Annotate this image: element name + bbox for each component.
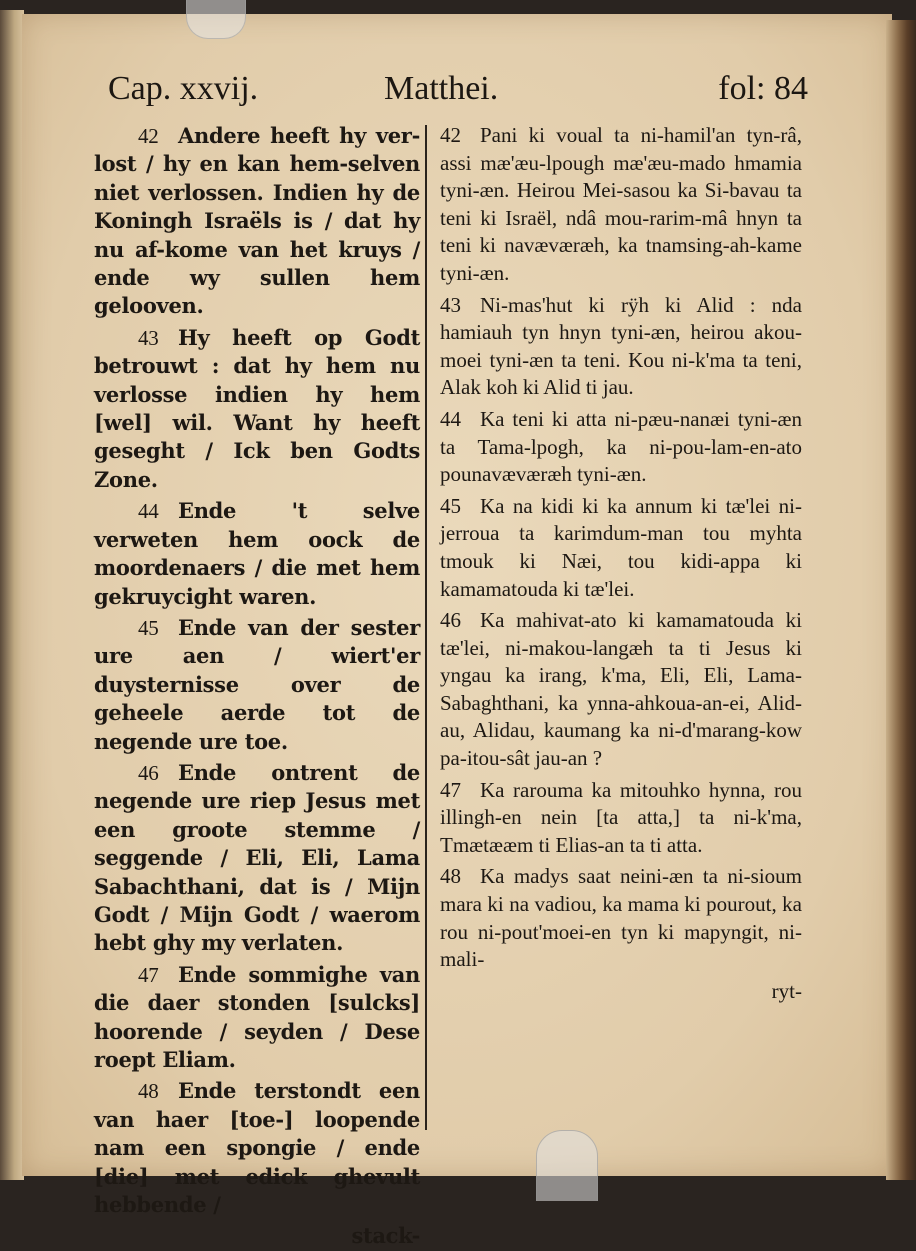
verse-number: 46 bbox=[440, 608, 461, 633]
verse-number: 46 bbox=[138, 760, 159, 785]
verse-43-dutch bbox=[94, 324, 420, 494]
verse-text: Ni-mas'hut ki rÿh ki Alid : nda hamiauh tyn hnyn tyni-æn, heirou akou-moei tyni-æn ta teni. Kou ni-k'ma ta teni, Alak koh ki Alid ti jau. bbox=[440, 292, 802, 400]
verse-text: Ende terstondt een van haer [toe-] loopende nam een spongie / ende [die] met edick ghevult hebbende / bbox=[94, 1078, 420, 1218]
folio-number: fol: 84 bbox=[718, 70, 808, 107]
verse-47-dutch bbox=[94, 961, 420, 1075]
verse-text: Ende 't selve verweten hem oock de moordenaers / die met hem gekruycight waren. bbox=[94, 498, 420, 609]
verse-44-formosan bbox=[440, 406, 802, 489]
verse-text: Ka mahivat-ato ki kamamatouda ki tæ'lei, ni-makou-langæh ta ti Jesus ki yngau ka irang, k'ma, Eli, Eli, Lama-Sabaghthani, ka ynna-ahkoua-an-ei, Alid-au, Alidau, kaumang ka ni-d'marang-kow pa-itou-sât jau-an ? bbox=[440, 608, 802, 771]
verse-46-formosan bbox=[440, 607, 802, 773]
page-block-edge bbox=[886, 20, 916, 1180]
verse-text: Ka na kidi ki ka annum ki tæ'lei ni-jerroua ta karimdum-man tou myhta tmouk ki Næi, tou kidi-appa ki kamamatouda ki tæ'lei. bbox=[440, 493, 802, 601]
book-title: Matthei. bbox=[384, 70, 499, 107]
verse-number: 48 bbox=[138, 1079, 159, 1104]
verse-text: Pani ki voual ta ni-hamil'an tyn-râ, assi mæ'æu-lpough mæ'æu-mado hmamia tyni-æn. Heirou Mei-sasou ka Si-bavau ta teni ki Israël, ndâ mou-rarim-mâ hnyn ta teni ki navæværæh, ka tnamsing-ah-kame tyni-æn. bbox=[440, 123, 802, 285]
verse-42-dutch bbox=[94, 122, 420, 321]
column-divider bbox=[425, 125, 427, 1130]
verse-text: Ende ontrent de negende ure riep Jesus met een groote stemme / seggende / Eli, Eli, Lama Sabachthani, dat is / Mijn Godt / Mijn Godt / waerom hebt ghy my verlaten. bbox=[94, 759, 420, 956]
verse-43-formosan bbox=[440, 292, 802, 402]
verse-number: 44 bbox=[138, 499, 159, 524]
verse-45-dutch bbox=[94, 614, 420, 756]
verse-number: 45 bbox=[440, 493, 461, 518]
verse-number: 44 bbox=[440, 406, 461, 431]
verse-47-formosan bbox=[440, 777, 802, 860]
verse-number: 43 bbox=[440, 292, 461, 317]
verse-number: 48 bbox=[440, 864, 461, 889]
dutch-column bbox=[94, 122, 420, 1251]
chapter-label: Cap. xxvij. bbox=[108, 70, 259, 107]
verse-text: Andere heeft hy ver-lost / hy en kan hem-selven niet verlossen. Indien hy de Koningh Israëls is / dat hy nu af-kome van het kruys / ende wy sullen hem gelooven. bbox=[94, 123, 420, 319]
verse-number: 47 bbox=[440, 777, 461, 802]
verse-number: 45 bbox=[138, 615, 159, 640]
page-clip-bottom bbox=[536, 1130, 598, 1201]
verse-text: Ka teni ki atta ni-pæu-nanæi tyni-æn ta Tama-lpogh, ka ni-pou-lam-en-ato pounavæværæh tyni-æn. bbox=[440, 406, 802, 487]
verse-42-formosan bbox=[440, 122, 802, 288]
verse-48-formosan bbox=[440, 863, 802, 973]
verse-text: Ende van der sester ure aen / wiert'er duysternisse over de geheele aerde tot de negende ure toe. bbox=[94, 614, 420, 754]
page-clip-top bbox=[186, 0, 246, 39]
formosan-column bbox=[440, 122, 802, 1005]
catchword-formosan: ryt- bbox=[771, 978, 802, 1003]
verse-number: 47 bbox=[138, 962, 159, 987]
verse-45-formosan bbox=[440, 493, 802, 603]
verse-number: 42 bbox=[138, 124, 159, 148]
catchword-dutch: stack- bbox=[351, 1223, 420, 1249]
verse-text: Hy heeft op Godt betrouwt : dat hy hem nu verlosse indien hy hem [wel] wil. Want hy heeft geseght / Ick ben Godts Zone. bbox=[94, 324, 420, 492]
running-header bbox=[108, 70, 808, 122]
book-spine-edge bbox=[0, 10, 24, 1180]
verse-number: 42 bbox=[440, 123, 461, 147]
verse-44-dutch bbox=[94, 497, 420, 611]
verse-46-dutch bbox=[94, 759, 420, 958]
verse-48-dutch bbox=[94, 1077, 420, 1219]
verse-text: Ka rarouma ka mitouhko hynna, rou illingh-en nein [ta atta,] ta ni-k'ma, Tmætææm ti Elias-an ta ti atta. bbox=[440, 777, 802, 857]
verse-text: Ende sommighe van die daer stonden [sulcks] hoorende / seyden / Dese roept Eliam. bbox=[94, 961, 420, 1072]
verse-text: Ka madys saat neini-æn ta ni-sioum mara ki na vadiou, ka mama ki pourout, ka rou ni-pout'moei-en tyn ki mapyngit, ni-mali- bbox=[440, 864, 802, 972]
verse-number: 43 bbox=[138, 325, 159, 350]
